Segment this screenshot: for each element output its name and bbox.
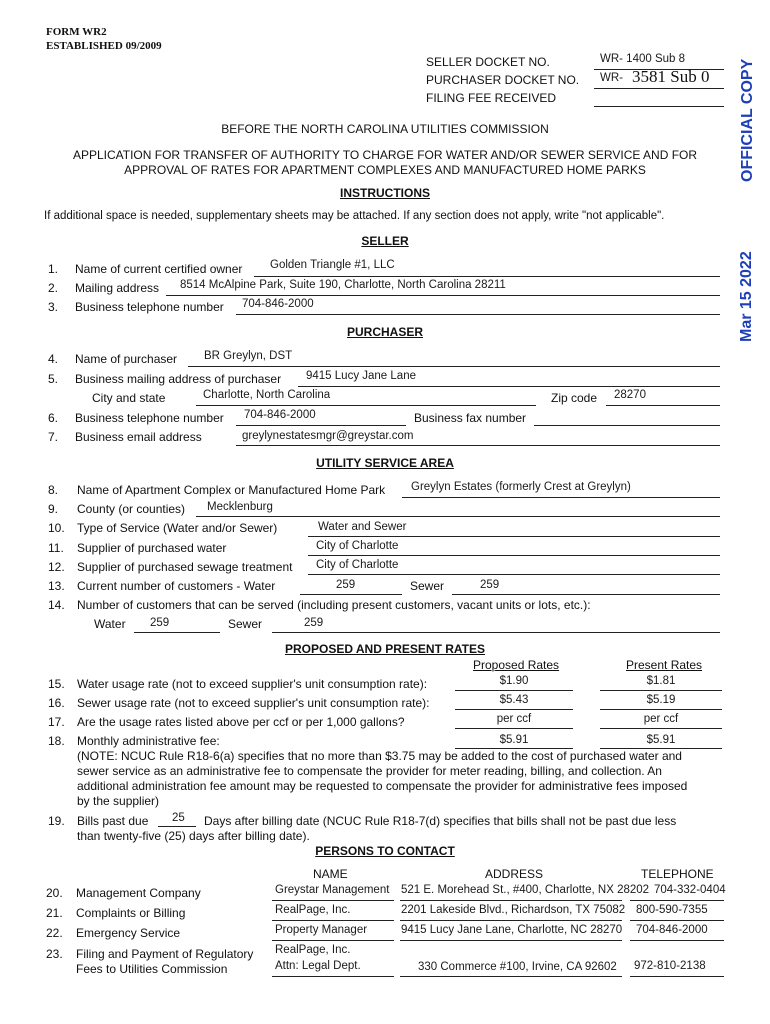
rate-unit-present-line [600, 728, 722, 729]
capacity-sewer-label: Sewer [228, 617, 263, 631]
purchaser-phone-label: Business telephone number [75, 411, 224, 425]
contact-name-line [272, 976, 394, 977]
contact-name-line [272, 920, 394, 921]
rate-unit-present[interactable]: per ccf [643, 713, 679, 725]
sewage-supplier-value[interactable]: City of Charlotte [316, 559, 399, 571]
seller-phone-line [236, 314, 720, 315]
purchaser-address-value[interactable]: 9415 Lucy Jane Lane [306, 370, 416, 382]
city-state-label: City and state [92, 391, 166, 405]
complex-name-value[interactable]: Greylyn Estates (formerly Crest at Greylyn) [411, 481, 631, 493]
contact-name[interactable]: Property Manager [275, 924, 368, 936]
admin-fee-present[interactable]: $5.91 [646, 734, 676, 746]
contact-address[interactable]: 9415 Lucy Jane Lane, Charlotte, NC 28270 [401, 924, 623, 936]
capacity-sewer-value[interactable]: 259 [304, 617, 324, 629]
admin-fee-label: Monthly administrative fee: [77, 734, 220, 748]
purchaser-name-value[interactable]: BR Greylyn, DST [204, 350, 293, 362]
mailing-address-line [166, 295, 720, 296]
county-line [196, 516, 720, 517]
purchaser-address-label: Business mailing address of purchaser [75, 372, 282, 386]
item-number: 15. [48, 677, 65, 691]
item-number: 12. [48, 560, 65, 574]
present-rates-header: Present Rates [626, 658, 703, 672]
city-state-value[interactable]: Charlotte, North Carolina [203, 389, 331, 401]
item-number: 18. [48, 734, 65, 748]
service-type-label: Type of Service (Water and/or Sewer) [77, 521, 278, 535]
filing-fee-label: FILING FEE RECEIVED [426, 91, 557, 105]
form-established: ESTABLISHED 09/2009 [46, 40, 162, 52]
water-rate-present[interactable]: $1.81 [646, 675, 676, 687]
fax-line[interactable] [534, 425, 720, 426]
contact-address[interactable]: 521 E. Morehead St., #400, Charlotte, NX 28202 [401, 884, 650, 896]
zip-line [606, 405, 720, 406]
contact-phone[interactable]: 800-590-7355 [636, 904, 708, 916]
sewer-rate-label: Sewer usage rate (not to exceed supplier's unit consumption rate): [77, 696, 430, 710]
owner-line [254, 276, 720, 277]
contact-name[interactable]: RealPage, Inc. [275, 904, 351, 916]
item-number: 7. [48, 430, 59, 444]
contact-phone[interactable]: 704-332-0404 [654, 884, 726, 896]
water-supplier-label: Supplier of purchased water [77, 541, 227, 555]
contact-phone-header: TELEPHONE [641, 867, 714, 881]
past-due-value[interactable]: 25 [172, 812, 185, 824]
service-type-value[interactable]: Water and Sewer [318, 521, 407, 533]
item-number: 13. [48, 579, 65, 593]
rate-unit-label: Are the usage rates listed above per ccf or per 1,000 gallons? [77, 715, 405, 729]
rate-unit-proposed-line [455, 728, 573, 729]
contact-label: Emergency Service [76, 926, 181, 940]
official-copy-stamp: OFFICIAL COPY [739, 58, 756, 182]
admin-fee-note-2: sewer service as an administrative fee to compensate the provider for meter reading, billing, and collection. An [77, 764, 662, 778]
service-type-line [308, 536, 720, 537]
capacity-water-value[interactable]: 259 [150, 617, 170, 629]
county-label: County (or counties) [77, 502, 186, 516]
item-number: 23. [46, 947, 63, 961]
commission-heading: BEFORE THE NORTH CAROLINA UTILITIES COMMISSION [221, 122, 549, 136]
instructions-text: If additional space is needed, supplementary sheets may be attached. If any section does not apply, write "not applicable". [44, 210, 665, 222]
sewage-supplier-label: Supplier of purchased sewage treatment [77, 560, 293, 574]
seller-docket-label: SELLER DOCKET NO. [426, 55, 550, 69]
seller-heading: SELLER [361, 234, 409, 248]
water-rate-label: Water usage rate (not to exceed supplier's unit consumption rate): [77, 677, 428, 691]
sewer-rate-proposed[interactable]: $5.43 [499, 694, 529, 706]
item-number: 10. [48, 521, 65, 535]
form-name: FORM WR2 [46, 26, 107, 38]
item-number: 17. [48, 715, 65, 729]
sewer-rate-proposed-line [455, 709, 573, 710]
past-due-text-2: than twenty-five (25) days after billing date). [77, 829, 310, 843]
item-number: 8. [48, 483, 59, 497]
county-value[interactable]: Mecklenburg [207, 501, 273, 513]
mailing-address-value[interactable]: 8514 McAlpine Park, Suite 190, Charlotte, North Carolina 28211 [180, 279, 506, 291]
owner-label: Name of current certified owner [75, 262, 243, 276]
item-number: 6. [48, 411, 59, 425]
contact-phone-line [630, 900, 724, 901]
water-supplier-value[interactable]: City of Charlotte [316, 540, 399, 552]
item-number: 20. [46, 886, 63, 900]
purchaser-email-label: Business email address [75, 430, 202, 444]
water-rate-present-line [600, 690, 722, 691]
contact-name[interactable]: Greystar Management [275, 884, 390, 896]
contacts-heading: PERSONS TO CONTACT [315, 844, 455, 858]
contact-name-header: NAME [313, 867, 348, 881]
item-number: 9. [48, 502, 59, 516]
current-sewer-line [452, 594, 720, 595]
capacity-label: Number of customers that can be served (including present customers, vacant units or lots, etc.): [77, 598, 591, 612]
contact-address-line [400, 900, 622, 901]
complex-name-line [402, 497, 720, 498]
title-line-2: APPROVAL OF RATES FOR APARTMENT COMPLEXES AND MANUFACTURED HOME PARKS [124, 163, 646, 177]
contact-label: Filing and Payment of Regulatory [76, 947, 254, 961]
seller-phone-label: Business telephone number [75, 300, 224, 314]
past-due-label: Bills past due [77, 814, 149, 828]
purchaser-phone-value[interactable]: 704-846-2000 [244, 409, 316, 421]
current-water-value[interactable]: 259 [336, 579, 356, 591]
current-customers-label: Current number of customers - Water [77, 579, 276, 593]
item-number: 22. [46, 926, 63, 940]
instructions-heading: INSTRUCTIONS [340, 186, 430, 200]
contact-address-line [400, 920, 622, 921]
contact-phone-line [630, 976, 724, 977]
purchaser-name-line [188, 366, 720, 367]
mailing-address-label: Mailing address [75, 281, 160, 295]
proposed-rates-header: Proposed Rates [473, 658, 560, 672]
purchaser-docket-value[interactable]: 3581 Sub 0 [632, 67, 710, 86]
item-number: 11. [48, 541, 64, 555]
contact-name-line [272, 940, 394, 941]
item-number: 16. [48, 696, 65, 710]
filing-fee-line [594, 106, 724, 107]
utility-heading: UTILITY SERVICE AREA [316, 456, 454, 470]
contact-address[interactable]: 330 Commerce #100, Irvine, CA 92602 [418, 961, 617, 973]
capacity-water-label: Water [94, 617, 126, 631]
water-rate-proposed[interactable]: $1.90 [499, 675, 529, 687]
contact-phone-line [630, 920, 724, 921]
capacity-sewer-line [272, 632, 720, 633]
contact-address-line [400, 976, 622, 977]
past-due-line [158, 826, 196, 827]
contact-phone[interactable]: 704-846-2000 [636, 924, 708, 936]
item-number: 19. [48, 814, 65, 828]
current-water-line [300, 594, 402, 595]
current-sewer-label: Sewer [410, 579, 445, 593]
admin-fee-note-3: additional administration fee amount may be requested to compensate the provider for administrative fees imposed [77, 779, 688, 793]
contact-name[interactable]: RealPage, Inc. [275, 944, 351, 956]
zip-label: Zip code [551, 391, 598, 405]
purchaser-docket-line [594, 88, 724, 89]
current-sewer-value[interactable]: 259 [480, 579, 500, 591]
item-number: 5. [48, 372, 59, 386]
sewer-rate-present-line [600, 709, 722, 710]
contact-label: Complaints or Billing [76, 906, 186, 920]
contact-address-line [400, 940, 622, 941]
contact-phone[interactable]: 972-810-2138 [634, 960, 706, 972]
purchaser-docket-label: PURCHASER DOCKET NO. [426, 73, 580, 87]
admin-fee-note-4: by the supplier) [77, 794, 160, 808]
sewer-rate-present[interactable]: $5.19 [646, 694, 676, 706]
contact-address[interactable]: 2201 Lakeside Blvd., Richardson, TX 75082 [401, 904, 626, 916]
admin-fee-note-1: (NOTE: NCUC Rule R18-6(a) specifies that no more than $3.75 may be added to the cost of purchased water and [77, 749, 682, 763]
date-stamp: Mar 15 2022 [738, 251, 755, 342]
purchaser-address-line [298, 386, 720, 387]
item-number: 2. [48, 281, 59, 295]
purchaser-email-value[interactable]: greylynestatesmgr@greystar.com [242, 430, 414, 442]
seller-docket-value[interactable]: WR- 1400 Sub 8 [600, 53, 686, 65]
contact-label: Management Company [76, 886, 201, 900]
purchaser-heading: PURCHASER [346, 325, 423, 339]
seller-phone-value[interactable]: 704-846-2000 [242, 298, 314, 310]
purchaser-docket-prefix: WR- [600, 72, 623, 84]
city-state-line [196, 405, 536, 406]
water-supplier-line [308, 555, 720, 556]
purchaser-email-line [236, 445, 720, 446]
past-due-text: Days after billing date (NCUC Rule R18-7(d) specifies that bills shall not be past due less [204, 814, 677, 828]
contact-phone-line [630, 940, 724, 941]
rate-unit-proposed[interactable]: per ccf [496, 713, 532, 725]
complex-name-label: Name of Apartment Complex or Manufactured Home Park [77, 483, 386, 497]
contact-label-2: Fees to Utilities Commission [76, 962, 228, 976]
contact-name-2[interactable]: Attn: Legal Dept. [275, 960, 361, 972]
zip-value[interactable]: 28270 [614, 389, 646, 401]
item-number: 14. [48, 598, 65, 612]
admin-fee-proposed[interactable]: $5.91 [499, 734, 529, 746]
item-number: 21. [46, 906, 63, 920]
item-number: 4. [48, 352, 59, 366]
title-line-1: APPLICATION FOR TRANSFER OF AUTHORITY TO CHARGE FOR WATER AND/OR SEWER SERVICE AND FOR [72, 148, 698, 162]
sewage-supplier-line [308, 574, 720, 575]
owner-value[interactable]: Golden Triangle #1, LLC [270, 259, 395, 271]
rates-heading: PROPOSED AND PRESENT RATES [284, 642, 486, 656]
contact-address-header: ADDRESS [485, 867, 544, 881]
purchaser-phone-line [236, 425, 406, 426]
item-number: 3. [48, 300, 59, 314]
capacity-water-line [134, 632, 220, 633]
contact-name-line [272, 900, 394, 901]
water-rate-proposed-line [455, 690, 573, 691]
purchaser-name-label: Name of purchaser [75, 352, 178, 366]
item-number: 1. [48, 262, 59, 276]
fax-label: Business fax number [414, 411, 527, 425]
